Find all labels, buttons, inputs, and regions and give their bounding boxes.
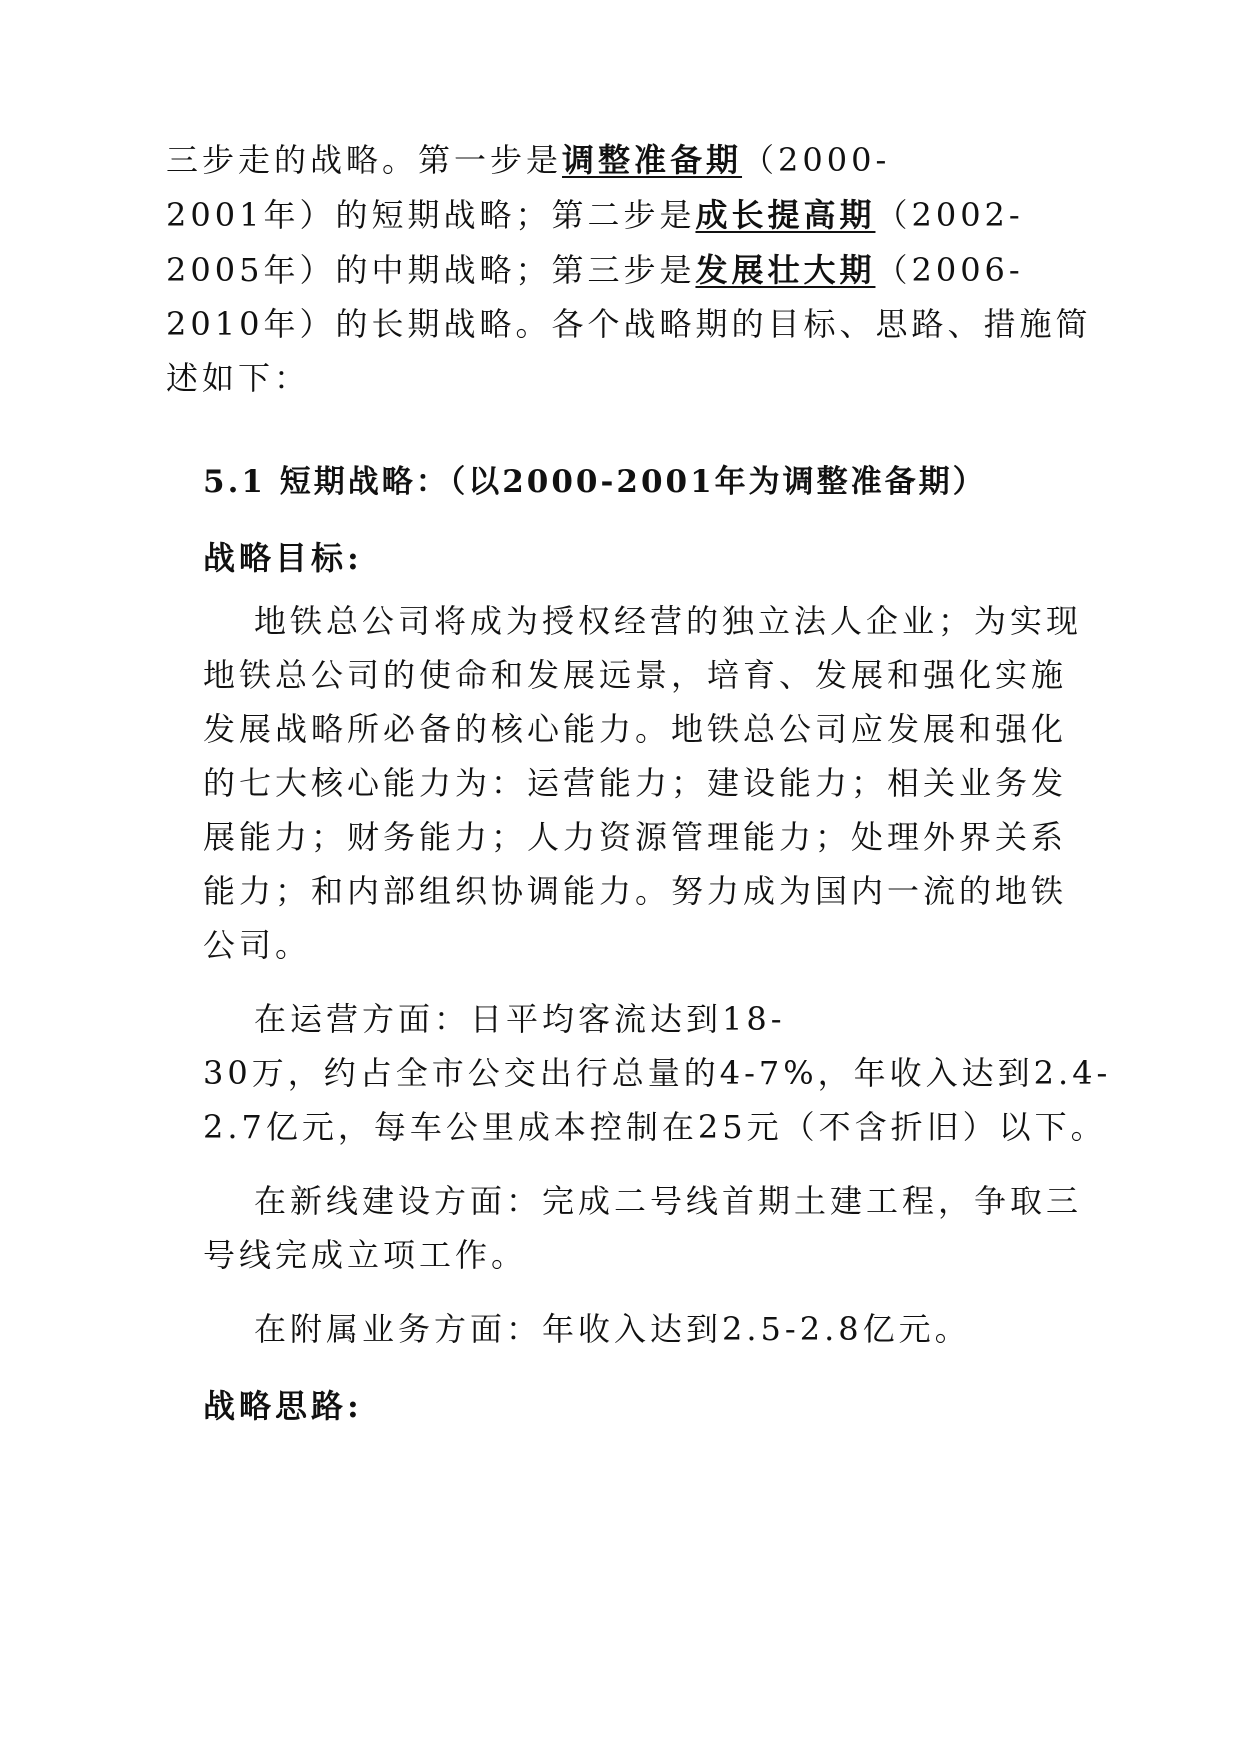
intro-line-5: 述如下： [166,359,311,397]
intro-text: 2005年）的中期战略；第三步是 [166,251,696,289]
highlight-term: 发展壮大期 [695,251,876,289]
goal-line: 公司。 [203,926,312,964]
goal-line: 地铁总公司将成为授权经营的独立法人企业；为实现 [254,602,1083,640]
highlight-term: 调整准备期 [562,141,743,179]
intro-line-3 [166,250,1024,290]
goal-line: 展能力；财务能力；人力资源管理能力；处理外界关系 [203,818,1068,856]
operation-line: 2.7亿元，每车公里成本控制在25元（不含折旧）以下。 [203,1108,1107,1146]
operation-line: 在运营方面：日平均客流达到18- [254,1000,786,1038]
intro-line-1 [166,140,890,180]
goal-title: 战略目标: [203,539,363,577]
construction-line: 在新线建设方面：完成二号线首期土建工程，争取三 [254,1182,1083,1220]
intro-line-2 [166,195,1024,235]
goal-line: 发展战略所必备的核心能力。地铁总公司应发展和强化 [203,710,1068,748]
goal-line: 能力；和内部组织协调能力。努力成为国内一流的地铁 [203,872,1068,910]
intro-text: （2006- [875,251,1024,289]
intro-text: （2000- [742,141,891,179]
thinking-title: 战略思路: [203,1387,363,1425]
highlight-term: 成长提高期 [695,196,876,234]
operation-line: 30万，约占全市公交出行总量的4-7%，年收入达到2.4- [203,1054,1112,1092]
goal-line: 地铁总公司的使命和发展远景，培育、发展和强化实施 [203,656,1068,694]
section-heading: 5.1 短期战略：（以2000-2001年为调整准备期） [203,464,987,500]
intro-text: （2002- [875,196,1024,234]
intro-line-4: 2010年）的长期战略。各个战略期的目标、思路、措施简 [166,305,1092,343]
construction-line: 号线完成立项工作。 [203,1236,528,1274]
goal-line: 的七大核心能力为：运营能力；建设能力；相关业务发 [203,764,1068,802]
intro-text: 2001年）的短期战略；第二步是 [166,196,696,234]
intro-text: 三步走的战略。第一步是 [166,141,563,179]
affiliate-line: 在附属业务方面：年收入达到2.5-2.8亿元。 [254,1310,971,1348]
